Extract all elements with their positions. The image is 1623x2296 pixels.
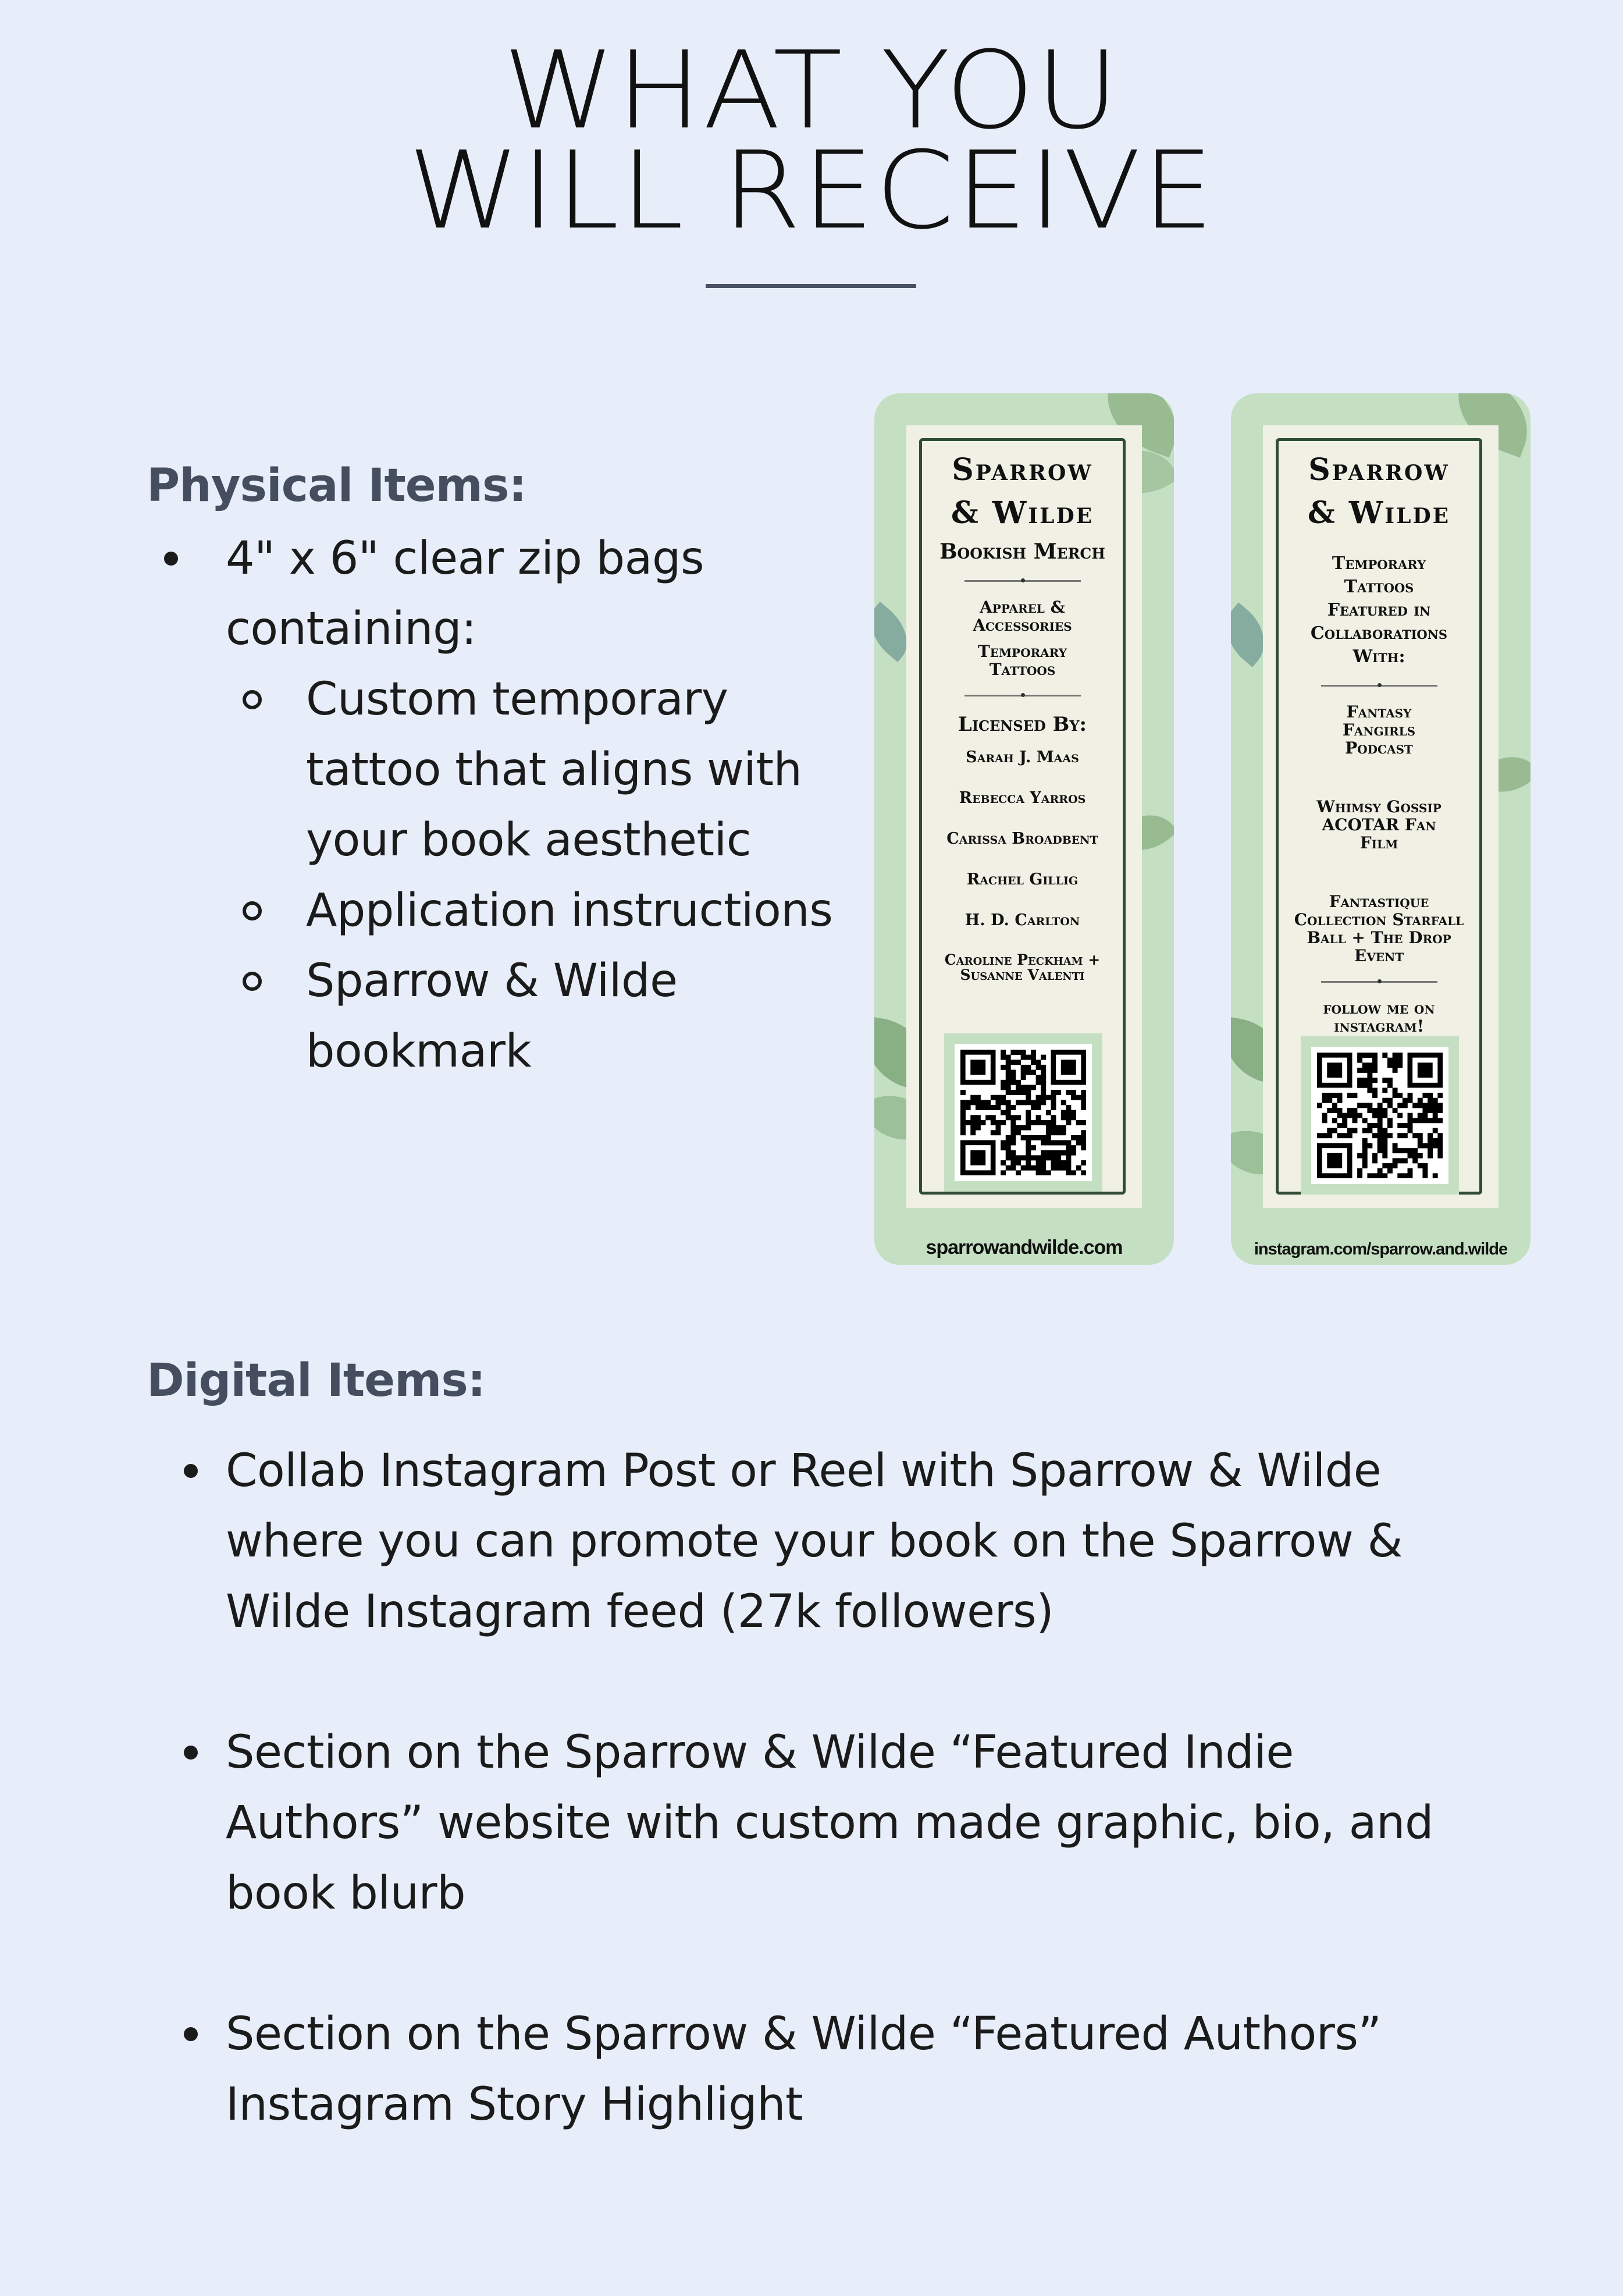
bookmark-image-back: [1231, 393, 1531, 1265]
digital-items-heading: Digital Items:: [147, 1355, 485, 1407]
sub-item-text: Custom temporary tattoo that aligns with your book aesthetic: [306, 673, 802, 866]
bookmark-brand-line-1: Sparrow: [952, 452, 1093, 488]
divider: [964, 695, 1081, 696]
sub-item-text: Sparrow & Wilde bookmark: [306, 955, 678, 1078]
physical-sub-list: [306, 664, 842, 1087]
collab-item: Fantastique Collection Starfall Ball + The Drop Event: [1294, 892, 1464, 965]
qr-code-inner: [1311, 1047, 1448, 1184]
circle-bullet-icon: [243, 690, 262, 709]
bookmark-category: Temporary Tattoos: [977, 642, 1067, 679]
licensed-by-label: Licensed By:: [958, 713, 1087, 736]
bookmark-subtitle: Bookish Merch: [939, 539, 1105, 564]
digital-item-text: Collab Instagram Post or Reel with Sparrow & Wilde where you can promote your book on the Sparrow & Wilde Instagram feed (27k followers): [226, 1445, 1403, 1638]
collab-item: Fantasy Fangirls Podcast: [1342, 702, 1416, 758]
title-line-1: WHAT YOU: [503, 29, 1120, 153]
list-item: [226, 1999, 1476, 2140]
licensor-name: Sarah J. Maas: [966, 748, 1079, 766]
bookmark-content: [1276, 449, 1482, 1043]
bullet-icon: [164, 552, 178, 566]
bullet-icon: [184, 1746, 198, 1760]
list-item: [226, 524, 842, 1087]
divider: [1321, 685, 1437, 687]
divider: [964, 580, 1081, 582]
bullet-icon: [184, 1464, 198, 1478]
bookmark-brand-line-2: & Wilde: [1307, 495, 1451, 531]
licensor-name: Carissa Broadbent: [946, 830, 1098, 848]
bookmark-brand-line-1: Sparrow: [1308, 452, 1450, 488]
qr-code-icon: [960, 1050, 1086, 1175]
digital-item-text: Section on the Sparrow & Wilde “Featured Authors” Instagram Story Highlight: [226, 2008, 1382, 2131]
collab-item: Whimsy Gossip ACOTAR Fan Film: [1316, 797, 1442, 852]
list-item: [226, 1436, 1476, 1647]
title-line-2: WILL RECEIVE: [408, 129, 1215, 253]
licensor-name: Caroline Peckham + Susanne Valenti: [944, 951, 1101, 983]
divider: [1321, 981, 1437, 983]
circle-bullet-icon: [243, 972, 262, 991]
circle-bullet-icon: [243, 901, 262, 920]
bookmark-content: [919, 449, 1126, 983]
sub-list-item: [306, 876, 842, 946]
instagram-url: instagram.com/sparrow.and.wilde: [1254, 1240, 1508, 1259]
bullet-icon: [184, 2027, 198, 2041]
bookmark-brand-line-2: & Wilde: [951, 495, 1094, 531]
sub-list-item: [306, 664, 842, 876]
licensor-name: Rebecca Yarros: [959, 789, 1086, 807]
physical-item-text: 4" x 6" clear zip bags containing:: [226, 532, 704, 655]
digital-item-text: Section on the Sparrow & Wilde “Featured Indie Authors” website with custom made graphic, bio, and book blurb: [226, 1726, 1434, 1920]
sub-item-text: Application instructions: [306, 884, 833, 937]
title-divider: [706, 284, 916, 288]
follow-label: follow me on instagram!: [1323, 998, 1435, 1036]
bookmark-intro: Temporary Tattoos Featured in Collaborations With:: [1310, 553, 1448, 667]
sub-list-item: [306, 946, 842, 1087]
list-item: [226, 1718, 1476, 1929]
digital-items-list: [226, 1436, 1476, 2210]
qr-code-inner: [955, 1044, 1092, 1181]
bookmark-category: Apparel & Accessories: [973, 598, 1072, 635]
bookmark-image-front: [874, 393, 1174, 1265]
qr-code: [944, 1033, 1102, 1192]
licensor-name: H. D. Carlton: [964, 911, 1080, 929]
physical-items-list: [226, 524, 842, 1087]
qr-code-icon: [1317, 1053, 1443, 1178]
physical-items-heading: Physical Items:: [147, 460, 526, 512]
licensor-name: Rachel Gillig: [966, 870, 1079, 888]
qr-code: [1301, 1036, 1459, 1195]
page-title: [0, 29, 1623, 253]
website-url: sparrowandwilde.com: [926, 1236, 1123, 1259]
